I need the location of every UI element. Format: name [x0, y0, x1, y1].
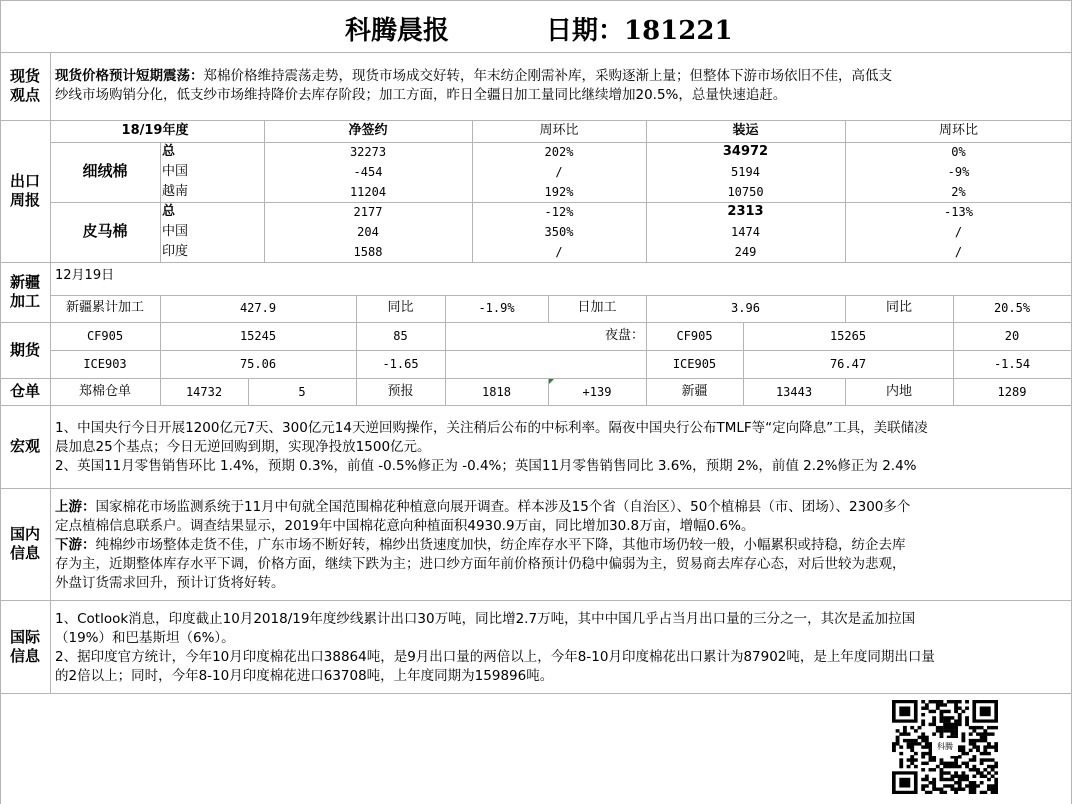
section-label-intl: 国际信息 — [9, 627, 40, 665]
upstream-label: 上游： — [55, 499, 96, 515]
futures-night-cf-price: 15265 — [829, 329, 867, 343]
warehouse-inland-value: 1289 — [997, 385, 1027, 399]
warehouse-forecast-label: 预报 — [387, 384, 414, 399]
xinjiang-daily-yoy-label: 同比 — [885, 300, 912, 315]
xinjiang-daily-label: 日加工 — [577, 300, 617, 315]
intl-news — [55, 610, 1067, 686]
downstream-text: 外盘订货需求回升，预计订货将好转。 — [55, 575, 285, 591]
spot-text-1: 郑棉价格维持震荡走势，现货市场成交好转，年末纺企刚需补库，采购逐渐上量；但整体下游市场依旧不佳，高低支 — [203, 68, 892, 84]
section-label-macro: 宏观 — [9, 437, 40, 455]
table-row: 总 32273 202% 34972 0% — [162, 144, 966, 159]
export-header-net: 净签约 — [348, 123, 388, 138]
futures-night-cf-change: 20 — [1004, 329, 1020, 343]
xinjiang-cum-value: 427.9 — [239, 301, 277, 315]
warehouse-change: 5 — [298, 385, 306, 399]
warehouse-inland-label: 内地 — [885, 384, 912, 399]
table-row: 总 2177 -12% 2313 -13% — [162, 204, 973, 219]
intl-line: 2、据印度官方统计，今年10月印度棉花出口38864吨，是9月出口量的两倍以上，今年8-10月印度棉花出口累计为87902吨，是上年度同期出口量 — [55, 649, 935, 665]
export-header-ship-wow: 周环比 — [938, 123, 978, 138]
export-group-pima: 皮马棉 — [82, 222, 128, 240]
warehouse-xj-value: 13443 — [775, 385, 813, 399]
intl-line: 的2倍以上；同时，今年8-10月印度棉花进口63708吨，上年度同期为159896吨。 — [55, 668, 554, 684]
spot-view — [55, 67, 1067, 105]
section-label-export: 出口周报 — [9, 172, 40, 209]
section-label-xinjiang: 新疆加工 — [9, 273, 40, 310]
xinjiang-date: 12月19日 — [55, 268, 115, 283]
export-header-season: 18/19年度 — [121, 123, 189, 138]
futures-night-label: 夜盘： — [604, 328, 644, 343]
downstream-text: 纯棉纱市场整体走货不佳，广东市场不断好转，棉纱出货速度加快，纺企库存水平下降，其他市场仍较一般，小幅累积或持稳，纺企去库 — [95, 537, 906, 553]
section-label-spot: 现货观点 — [9, 67, 40, 104]
warehouse-value: 14732 — [185, 385, 223, 399]
futures-night-ice-contract: ICE905 — [672, 357, 717, 371]
xinjiang-yoy-label: 同比 — [387, 300, 414, 315]
upstream-text: 定点植棉信息联系户。调查结果显示，2019年中国棉花意向种植面积4930.9万亩，同比增加30.8万亩，增幅0.6%。 — [55, 518, 755, 534]
downstream-text: 存为主，近期整体库存水平下调，价格方面，继续下跌为主；进口纱方面年前价格预计仍稳中偏弱为主，贸易商去库存心态，对后世较为悲观， — [55, 556, 906, 572]
futures-night-ice-price: 76.47 — [829, 357, 867, 371]
macro-line: 1、中国央行今日开展1200亿元7天、300亿元14天逆回购操作，关注稍后公布的中标利率。隔夜中国央行公布TMLF等“定向降息”工具，美联储凌 — [55, 420, 928, 436]
xinjiang-daily-yoy-value: 20.5% — [993, 301, 1031, 315]
upstream-text: 国家棉花市场监测系统于11月中旬就全国范围棉花种植意向展开调查。样本涉及15个省（自治区）、50个植棉县（市、团场）、2300多个 — [95, 499, 911, 515]
futures-cf-price: 15245 — [239, 329, 277, 343]
warehouse-forecast-value: 1818 — [482, 385, 511, 399]
export-header-net-wow: 周环比 — [539, 123, 579, 138]
futures-cf-contract: CF905 — [86, 329, 124, 343]
table-row: 中国 204 350% 1474 / — [162, 224, 963, 239]
export-group-upland: 细绒棉 — [82, 162, 128, 180]
table-row: 中国 -454 / 5194 -9% — [162, 164, 970, 179]
report-date: 日期：181221 — [546, 16, 733, 46]
warehouse-xj-label: 新疆 — [681, 384, 708, 399]
futures-night-ice-change: -1.54 — [993, 357, 1031, 371]
export-header-ship: 装运 — [732, 123, 759, 138]
intl-line: 1、Cotlook消息，印度截止10月2018/19年度纱线累计出口30万吨，同比增2.7万吨，其中中国几乎占当月出口量的三分之一，其次是孟加拉国 — [55, 611, 916, 627]
domestic-news — [55, 498, 1067, 593]
section-label-warehouse: 仓单 — [9, 382, 40, 400]
section-label-domestic: 国内信息 — [9, 525, 40, 562]
section-label-futures: 期货 — [9, 340, 40, 359]
qr-logo: 科腾 — [932, 738, 958, 756]
futures-cf-change: 85 — [393, 329, 408, 343]
macro-line: 2、英国11月零售销售环比 1.4%，预期 0.3%，前值 -0.5%修正为 -0.4%；英国11月零售销售同比 3.6%，预期 2%，前值 2.2%修正为 2.4% — [55, 458, 917, 474]
xinjiang-daily-value: 3.96 — [731, 301, 760, 315]
futures-night-cf-contract: CF905 — [676, 329, 713, 343]
xinjiang-cum-label: 新疆累计加工 — [65, 300, 144, 315]
spot-lead: 现货价格预计短期震荡： — [55, 68, 204, 84]
report-header — [0, 0, 1072, 52]
spot-text-2: 纱线市场购销分化，低支纱市场维持降价去库存阶段；加工方面，昨日全疆日加工量同比继续增加20.5%，总量快速追赶。 — [55, 87, 787, 103]
report-title: 科腾晨报 — [345, 16, 450, 46]
futures-ice-contract: ICE903 — [83, 357, 127, 371]
qr-code — [892, 700, 998, 794]
table-row: 越南 11204 192% 10750 2% — [162, 184, 966, 199]
table-row: 印度 1588 / 249 / — [162, 244, 963, 259]
futures-ice-price: 75.06 — [239, 357, 277, 371]
warehouse-label: 郑棉仓单 — [78, 384, 131, 399]
intl-line: （19%）和巴基斯坦（6%）。 — [55, 630, 235, 646]
macro-line: 晨加息25个基点；今日无逆回购到期，实现净投放1500亿元。 — [55, 439, 431, 455]
futures-ice-change: -1.65 — [382, 357, 419, 371]
downstream-label: 下游： — [55, 537, 96, 553]
xinjiang-yoy-value: -1.9% — [478, 301, 515, 315]
macro-news — [55, 419, 1067, 476]
warehouse-forecast-change: +139 — [582, 385, 612, 399]
